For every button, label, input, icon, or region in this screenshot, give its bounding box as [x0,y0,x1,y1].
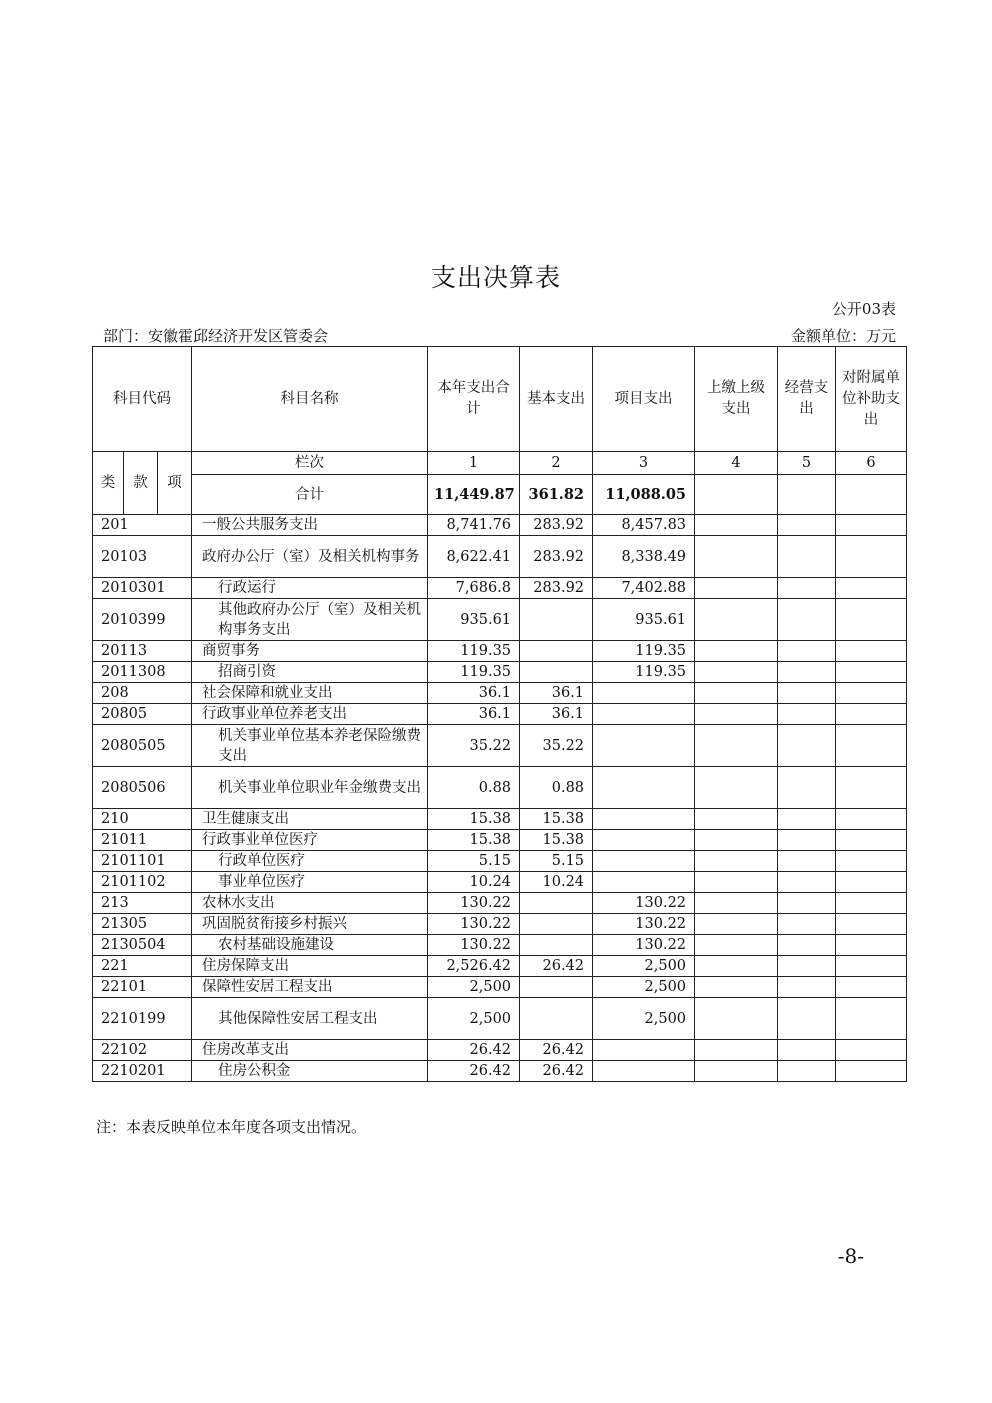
header-code: 科目代码 [93,347,192,452]
row-upper [695,704,778,725]
row-business [778,662,836,683]
row-business [778,1061,836,1082]
row-subsidy [836,767,907,809]
row-total: 8,741.76 [428,515,520,536]
row-project: 130.22 [593,893,695,914]
row-total: 2,500 [428,977,520,998]
table-row [93,536,907,578]
row-basic [520,977,593,998]
summary-business [778,475,836,515]
row-subsidy [836,830,907,851]
row-total: 130.22 [428,935,520,956]
row-name: 其他保障性安居工程支出 [192,998,428,1040]
row-code: 221 [93,956,192,977]
row-name: 农村基础设施建设 [192,935,428,956]
row-subsidy [836,914,907,935]
table-note: 注：本表反映单位本年度各项支出情况。 [96,1118,367,1136]
header-lanci: 栏次 [192,452,428,475]
row-name: 社会保障和就业支出 [192,683,428,704]
row-total: 15.38 [428,809,520,830]
table-row [93,578,907,599]
header-kuan: 款 [124,452,158,515]
table-row [93,641,907,662]
row-total: 0.88 [428,767,520,809]
summary-label: 合计 [192,475,428,515]
row-business [778,851,836,872]
row-code: 22102 [93,1040,192,1061]
header-project: 项目支出 [593,347,695,452]
row-business [778,956,836,977]
row-subsidy [836,641,907,662]
table-row [93,683,907,704]
row-name: 住房改革支出 [192,1040,428,1061]
row-name: 住房公积金 [192,1061,428,1082]
header-subsidy: 对附属单位补助支出 [836,347,907,452]
row-basic: 36.1 [520,704,593,725]
row-business [778,536,836,578]
row-basic: 283.92 [520,515,593,536]
row-basic: 283.92 [520,578,593,599]
row-upper [695,830,778,851]
row-name: 巩固脱贫衔接乡村振兴 [192,914,428,935]
row-business [778,725,836,767]
row-upper [695,977,778,998]
row-name: 商贸事务 [192,641,428,662]
row-upper [695,935,778,956]
row-total: 119.35 [428,662,520,683]
row-total: 119.35 [428,641,520,662]
row-project: 2,500 [593,977,695,998]
header-upper: 上缴上级支出 [695,347,778,452]
row-subsidy [836,977,907,998]
row-code: 2010301 [93,578,192,599]
row-name: 卫生健康支出 [192,809,428,830]
row-upper [695,893,778,914]
row-name: 机关事业单位基本养老保险缴费支出 [192,725,428,767]
row-subsidy [836,851,907,872]
form-number: 公开03表 [831,300,896,318]
row-basic: 26.42 [520,956,593,977]
row-basic [520,893,593,914]
row-name: 机关事业单位职业年金缴费支出 [192,767,428,809]
row-code: 21011 [93,830,192,851]
row-basic: 10.24 [520,872,593,893]
row-basic [520,914,593,935]
row-total: 2,500 [428,998,520,1040]
row-code: 2010399 [93,599,192,641]
row-subsidy [836,662,907,683]
row-total: 7,686.8 [428,578,520,599]
table-row [93,515,907,536]
row-basic [520,935,593,956]
row-basic [520,662,593,683]
row-code: 2080505 [93,725,192,767]
row-upper [695,767,778,809]
row-code: 2210201 [93,1061,192,1082]
row-subsidy [836,956,907,977]
table-row [93,725,907,767]
row-basic [520,641,593,662]
row-subsidy [836,935,907,956]
row-code: 2101102 [93,872,192,893]
header-total: 本年支出合计 [428,347,520,452]
col-number: 6 [836,452,907,475]
summary-row [93,475,907,515]
row-name: 行政事业单位医疗 [192,830,428,851]
page-number: -8- [837,1244,864,1268]
row-total: 5.15 [428,851,520,872]
row-project [593,809,695,830]
row-code: 20103 [93,536,192,578]
row-subsidy [836,515,907,536]
header-name: 科目名称 [192,347,428,452]
row-total: 130.22 [428,893,520,914]
col-number: 1 [428,452,520,475]
column-number-row [93,452,907,475]
row-code: 2130504 [93,935,192,956]
row-project: 130.22 [593,935,695,956]
summary-subsidy [836,475,907,515]
row-name: 政府办公厅（室）及相关机构事务 [192,536,428,578]
table-row [93,998,907,1040]
row-project: 2,500 [593,998,695,1040]
row-project: 2,500 [593,956,695,977]
row-project [593,683,695,704]
row-total: 15.38 [428,830,520,851]
row-business [778,914,836,935]
row-project: 8,338.49 [593,536,695,578]
row-upper [695,662,778,683]
row-project [593,725,695,767]
row-basic [520,599,593,641]
row-project [593,1040,695,1061]
row-total: 130.22 [428,914,520,935]
row-upper [695,956,778,977]
table-row [93,767,907,809]
row-name: 一般公共服务支出 [192,515,428,536]
table-row [93,914,907,935]
row-total: 10.24 [428,872,520,893]
header-business: 经营支出 [778,347,836,452]
row-upper [695,872,778,893]
row-upper [695,809,778,830]
row-project [593,851,695,872]
header-lei: 类 [93,452,124,515]
row-business [778,893,836,914]
row-subsidy [836,998,907,1040]
row-project [593,767,695,809]
row-subsidy [836,725,907,767]
row-code: 201 [93,515,192,536]
row-business [778,935,836,956]
row-project: 7,402.88 [593,578,695,599]
row-total: 26.42 [428,1061,520,1082]
row-business [778,767,836,809]
header-basic: 基本支出 [520,347,593,452]
row-name: 其他政府办公厅（室）及相关机构事务支出 [192,599,428,641]
row-subsidy [836,1061,907,1082]
summary-project: 11,088.05 [593,475,695,515]
row-code: 21305 [93,914,192,935]
row-total: 8,622.41 [428,536,520,578]
row-basic: 15.38 [520,809,593,830]
table-row [93,662,907,683]
row-upper [695,914,778,935]
page-title: 支出决算表 [430,263,561,292]
row-project [593,830,695,851]
row-subsidy [836,599,907,641]
table-row [93,1040,907,1061]
row-upper [695,1061,778,1082]
row-project [593,872,695,893]
table-row [93,599,907,641]
row-project: 935.61 [593,599,695,641]
row-subsidy [836,872,907,893]
row-upper [695,998,778,1040]
row-name: 事业单位医疗 [192,872,428,893]
row-project: 119.35 [593,641,695,662]
col-number: 5 [778,452,836,475]
row-basic: 283.92 [520,536,593,578]
row-subsidy [836,1040,907,1061]
row-name: 保障性安居工程支出 [192,977,428,998]
row-subsidy [836,893,907,914]
row-basic: 26.42 [520,1040,593,1061]
row-business [778,872,836,893]
summary-total: 11,449.87 [428,475,520,515]
row-basic: 35.22 [520,725,593,767]
summary-basic: 361.82 [520,475,593,515]
row-subsidy [836,536,907,578]
row-upper [695,725,778,767]
row-basic: 15.38 [520,830,593,851]
row-code: 2210199 [93,998,192,1040]
row-total: 36.1 [428,683,520,704]
row-basic: 0.88 [520,767,593,809]
row-total: 2,526.42 [428,956,520,977]
row-name: 招商引资 [192,662,428,683]
row-business [778,998,836,1040]
row-code: 20805 [93,704,192,725]
row-code: 210 [93,809,192,830]
row-project: 119.35 [593,662,695,683]
table-row [93,935,907,956]
table-row [93,872,907,893]
row-basic: 26.42 [520,1061,593,1082]
row-project: 130.22 [593,914,695,935]
row-business [778,1040,836,1061]
table-row [93,956,907,977]
table-row [93,830,907,851]
summary-upper [695,475,778,515]
row-basic [520,998,593,1040]
table-row [93,893,907,914]
row-total: 36.1 [428,704,520,725]
table-row [93,704,907,725]
department-label: 部门：安徽霍邱经济开发区管委会 [103,327,329,345]
row-name: 农林水支出 [192,893,428,914]
row-project [593,704,695,725]
row-subsidy [836,683,907,704]
row-business [778,578,836,599]
row-project: 8,457.83 [593,515,695,536]
row-name: 行政事业单位养老支出 [192,704,428,725]
row-upper [695,515,778,536]
row-business [778,599,836,641]
amount-unit-label: 金额单位：万元 [790,327,896,345]
row-subsidy [836,809,907,830]
row-business [778,641,836,662]
row-subsidy [836,578,907,599]
table-row [93,851,907,872]
row-subsidy [836,704,907,725]
row-code: 2101101 [93,851,192,872]
row-code: 208 [93,683,192,704]
row-upper [695,683,778,704]
col-number: 2 [520,452,593,475]
row-total: 35.22 [428,725,520,767]
row-project [593,1061,695,1082]
row-basic: 5.15 [520,851,593,872]
col-number: 4 [695,452,778,475]
row-upper [695,578,778,599]
row-business [778,704,836,725]
row-business [778,683,836,704]
table-row [93,1061,907,1082]
row-business [778,977,836,998]
row-code: 2080506 [93,767,192,809]
row-upper [695,536,778,578]
header-xiang: 项 [158,452,192,515]
row-code: 20113 [93,641,192,662]
col-number: 3 [593,452,695,475]
row-total: 26.42 [428,1040,520,1061]
table-row [93,809,907,830]
expenditure-table [92,346,907,1082]
row-name: 行政单位医疗 [192,851,428,872]
row-upper [695,641,778,662]
header-row [93,347,907,452]
row-business [778,830,836,851]
table-row [93,977,907,998]
row-name: 住房保障支出 [192,956,428,977]
row-code: 2011308 [93,662,192,683]
row-upper [695,851,778,872]
row-basic: 36.1 [520,683,593,704]
row-total: 935.61 [428,599,520,641]
row-code: 22101 [93,977,192,998]
row-name: 行政运行 [192,578,428,599]
row-business [778,809,836,830]
row-upper [695,1040,778,1061]
row-business [778,515,836,536]
row-upper [695,599,778,641]
row-code: 213 [93,893,192,914]
